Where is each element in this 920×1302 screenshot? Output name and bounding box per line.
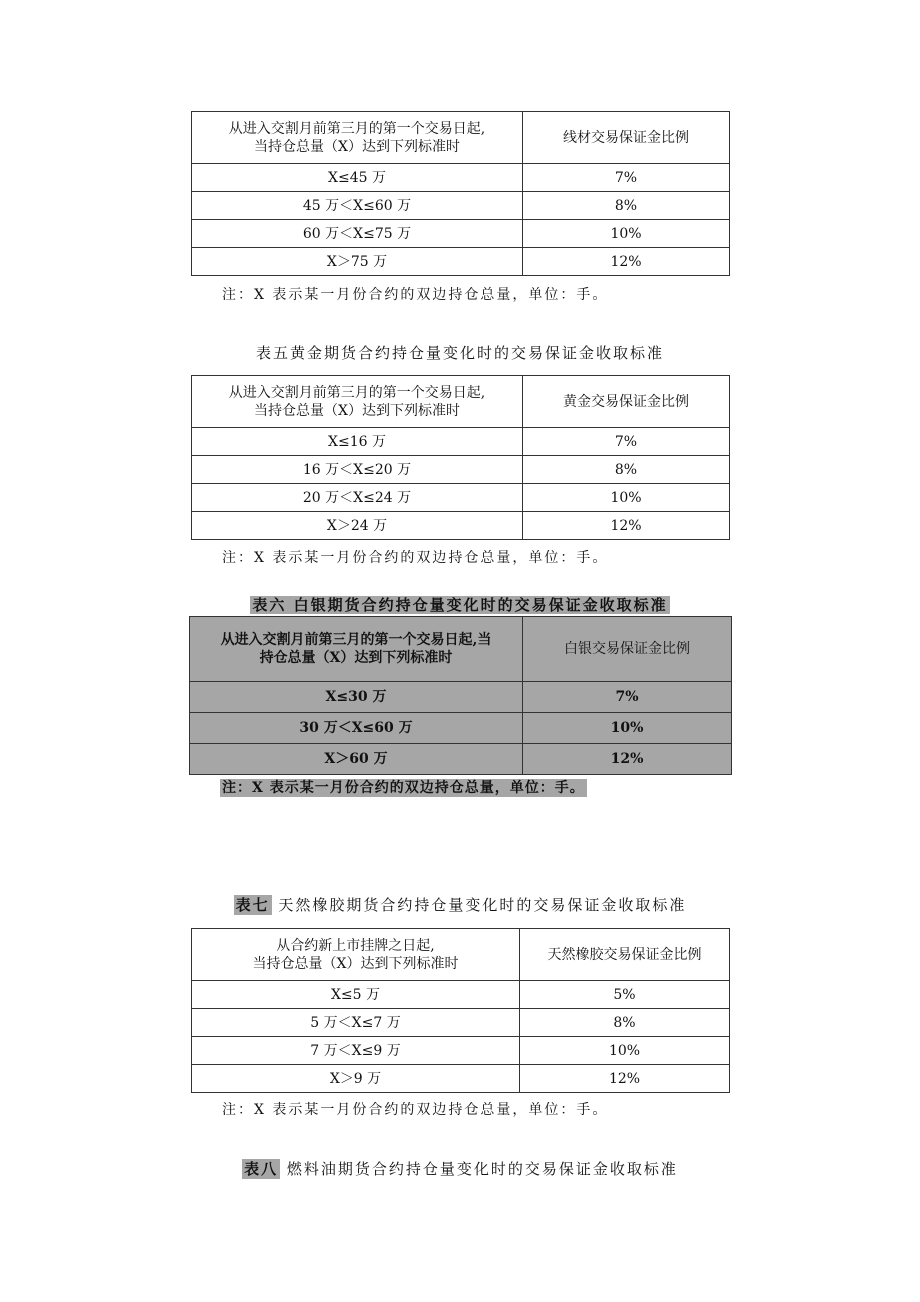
ratio-cell: 5%: [520, 981, 730, 1009]
range-cell: X＞60 万: [190, 744, 523, 775]
range-cell: 16 万＜X≤20 万: [192, 456, 523, 484]
range-cell: X＞75 万: [192, 248, 523, 276]
caption-text: 燃料油期货合约持仓量变化时的交易保证金收取标准: [280, 1160, 678, 1178]
range-cell: 5 万＜X≤7 万: [192, 1009, 520, 1037]
ratio-cell: 8%: [523, 192, 730, 220]
table-row: [192, 1037, 730, 1065]
table-row: [192, 248, 730, 276]
header-condition-cell: [192, 112, 523, 164]
table-row: [192, 981, 730, 1009]
range-cell: X≤30 万: [190, 682, 523, 713]
range-cell: X≤45 万: [192, 164, 523, 192]
table-header-row: [190, 617, 732, 682]
range-cell: 45 万＜X≤60 万: [192, 192, 523, 220]
wire-rod-margin-table: [191, 111, 730, 276]
range-cell: 60 万＜X≤75 万: [192, 220, 523, 248]
table-row: [192, 456, 730, 484]
table-row: [192, 484, 730, 512]
range-cell: 30 万＜X≤60 万: [190, 713, 523, 744]
header-line-2: 当持仓总量（X）达到下列标准时: [254, 138, 460, 155]
header-line-2: 持仓总量（X）达到下列标准时: [259, 650, 453, 666]
table-caption: [0, 1158, 920, 1179]
header-condition-cell: [190, 617, 523, 682]
header-condition-cell: [192, 376, 523, 428]
table-caption: [0, 894, 920, 915]
header-ratio-cell: 天然橡胶交易保证金比例: [520, 929, 730, 981]
table-row: [190, 744, 732, 775]
ratio-cell: 10%: [523, 713, 732, 744]
header-line-2: 当持仓总量（X）达到下列标准时: [252, 955, 459, 972]
ratio-cell: 10%: [523, 220, 730, 248]
ratio-cell: 8%: [520, 1009, 730, 1037]
ratio-cell: 7%: [523, 428, 730, 456]
table-row: [192, 1065, 730, 1093]
table-row: [192, 220, 730, 248]
table-row: [192, 164, 730, 192]
table-row: [192, 428, 730, 456]
caption-text: 表六 白银期货合约持仓量变化时的交易保证金收取标准: [252, 596, 668, 614]
header-ratio-cell: 白银交易保证金比例: [523, 617, 732, 682]
table-row: [192, 1009, 730, 1037]
gold-margin-table: [191, 375, 730, 540]
ratio-cell: 8%: [523, 456, 730, 484]
header-line-1: 从进入交割月前第三月的第一个交易日起,: [228, 120, 486, 137]
table-header-row: [192, 929, 730, 981]
ratio-cell: 12%: [520, 1065, 730, 1093]
table-note: 注：X 表示某一月份合约的双边持仓总量，单位：手。: [222, 550, 609, 566]
ratio-cell: 7%: [523, 682, 732, 713]
header-line-1: 从进入交割月前第三月的第一个交易日起,当: [220, 632, 492, 648]
ratio-cell: 10%: [523, 484, 730, 512]
header-line-1: 从合约新上市挂牌之日起,: [276, 937, 435, 954]
header-line-2: 当持仓总量（X）达到下列标准时: [254, 402, 460, 419]
ratio-cell: 10%: [520, 1037, 730, 1065]
table-row: [192, 192, 730, 220]
ratio-cell: 12%: [523, 512, 730, 540]
table-note: 注：X 表示某一月份合约的双边持仓总量，单位：手。: [222, 287, 609, 303]
silver-margin-table: [189, 616, 732, 775]
table-row: [192, 512, 730, 540]
ratio-cell: 12%: [523, 744, 732, 775]
table-note: 注：X 表示某一月份合约的双边持仓总量，单位：手。: [222, 1102, 609, 1118]
rubber-margin-table: [191, 928, 730, 1093]
table-header-row: [192, 112, 730, 164]
range-cell: 7 万＜X≤9 万: [192, 1037, 520, 1065]
range-cell: 20 万＜X≤24 万: [192, 484, 523, 512]
caption-text: 天然橡胶期货合约持仓量变化时的交易保证金收取标准: [271, 896, 687, 914]
header-line-1: 从进入交割月前第三月的第一个交易日起,: [228, 384, 486, 401]
table-caption: 表五黄金期货合约持仓量变化时的交易保证金收取标准: [255, 344, 664, 362]
range-cell: X＞9 万: [192, 1065, 520, 1093]
table-note: [220, 777, 587, 797]
table-row: [190, 713, 732, 744]
ratio-cell: 12%: [523, 248, 730, 276]
header-ratio-cell: 线材交易保证金比例: [523, 112, 730, 164]
header-condition-cell: [192, 929, 520, 981]
header-ratio-cell: 黄金交易保证金比例: [523, 376, 730, 428]
table-caption: [0, 594, 920, 615]
caption-tag: 表七: [235, 896, 270, 914]
ratio-cell: 7%: [523, 164, 730, 192]
note-text: 注：X 表示某一月份合约的双边持仓总量，单位：手。: [222, 780, 585, 796]
range-cell: X≤5 万: [192, 981, 520, 1009]
table-row: [190, 682, 732, 713]
caption-tag: 表八: [244, 1160, 279, 1178]
range-cell: X＞24 万: [192, 512, 523, 540]
range-cell: X≤16 万: [192, 428, 523, 456]
table-header-row: [192, 376, 730, 428]
